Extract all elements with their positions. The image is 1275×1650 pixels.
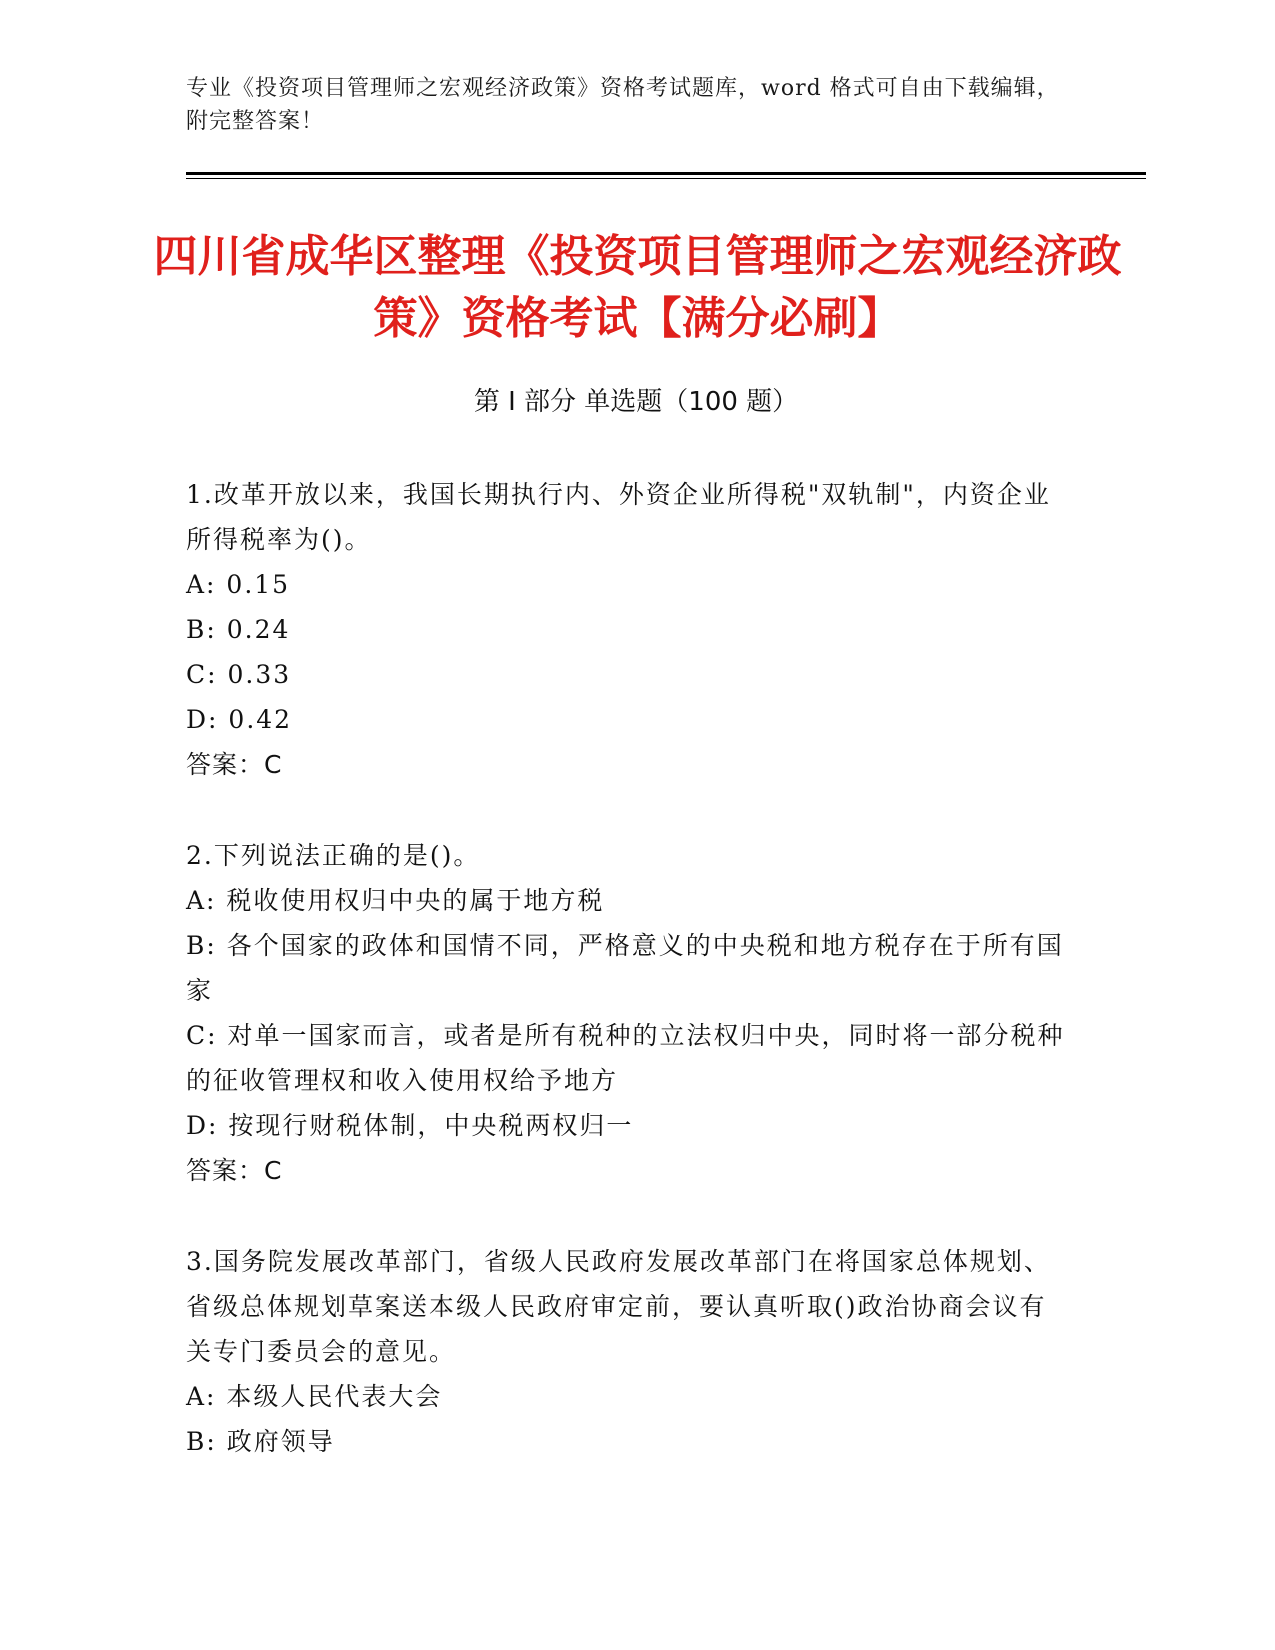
header-note: 专业《投资项目管理师之宏观经济政策》资格考试题库，word 格式可自由下载编辑，附完整答案！ bbox=[186, 76, 1060, 134]
question-1 bbox=[186, 472, 1066, 787]
header-divider bbox=[186, 172, 1146, 175]
question-3 bbox=[186, 1239, 1066, 1464]
option-a: A: 本级人民代表大会 bbox=[186, 1382, 443, 1411]
question-stem: 1.改革开放以来，我国长期执行内、外资企业所得税"双轨制"，内资企业所得税率为()。 bbox=[186, 480, 1051, 554]
option-a: A: 税收使用权归中央的属于地方税 bbox=[186, 886, 605, 915]
question-stem: 2.下列说法正确的是()。 bbox=[186, 841, 481, 870]
answer-line: 答案：C bbox=[186, 1156, 283, 1185]
option-a: A: 0.15 bbox=[186, 570, 291, 599]
option-c: C: 0.33 bbox=[186, 660, 292, 689]
option-d: D: 0.42 bbox=[186, 705, 293, 734]
option-d: D: 按现行财税体制，中央税两权归一 bbox=[186, 1111, 634, 1140]
option-c: C: 对单一国家而言，或者是所有税种的立法权归中央，同时将一部分税种的征收管理权和收入使用权给予地方 bbox=[186, 1021, 1065, 1095]
option-b: B: 政府领导 bbox=[186, 1427, 335, 1456]
question-list bbox=[186, 472, 1066, 1510]
question-2 bbox=[186, 833, 1066, 1193]
answer-line: 答案：C bbox=[186, 750, 283, 779]
header-divider-thin bbox=[186, 178, 1146, 179]
option-b: B: 0.24 bbox=[186, 615, 291, 644]
section-heading: 第 I 部分 单选题（100 题） bbox=[473, 387, 799, 417]
option-b: B: 各个国家的政体和国情不同，严格意义的中央税和地方税存在于所有国家 bbox=[186, 931, 1064, 1005]
document-title: 四川省成华区整理《投资项目管理师之宏观经济政策》资格考试【满分必刷】 bbox=[153, 231, 1122, 344]
question-stem: 3.国务院发展改革部门，省级人民政府发展改革部门在将国家总体规划、省级总体规划草案送本级人民政府审定前，要认真听取()政治协商会议有关专门委员会的意见。 bbox=[186, 1247, 1051, 1366]
